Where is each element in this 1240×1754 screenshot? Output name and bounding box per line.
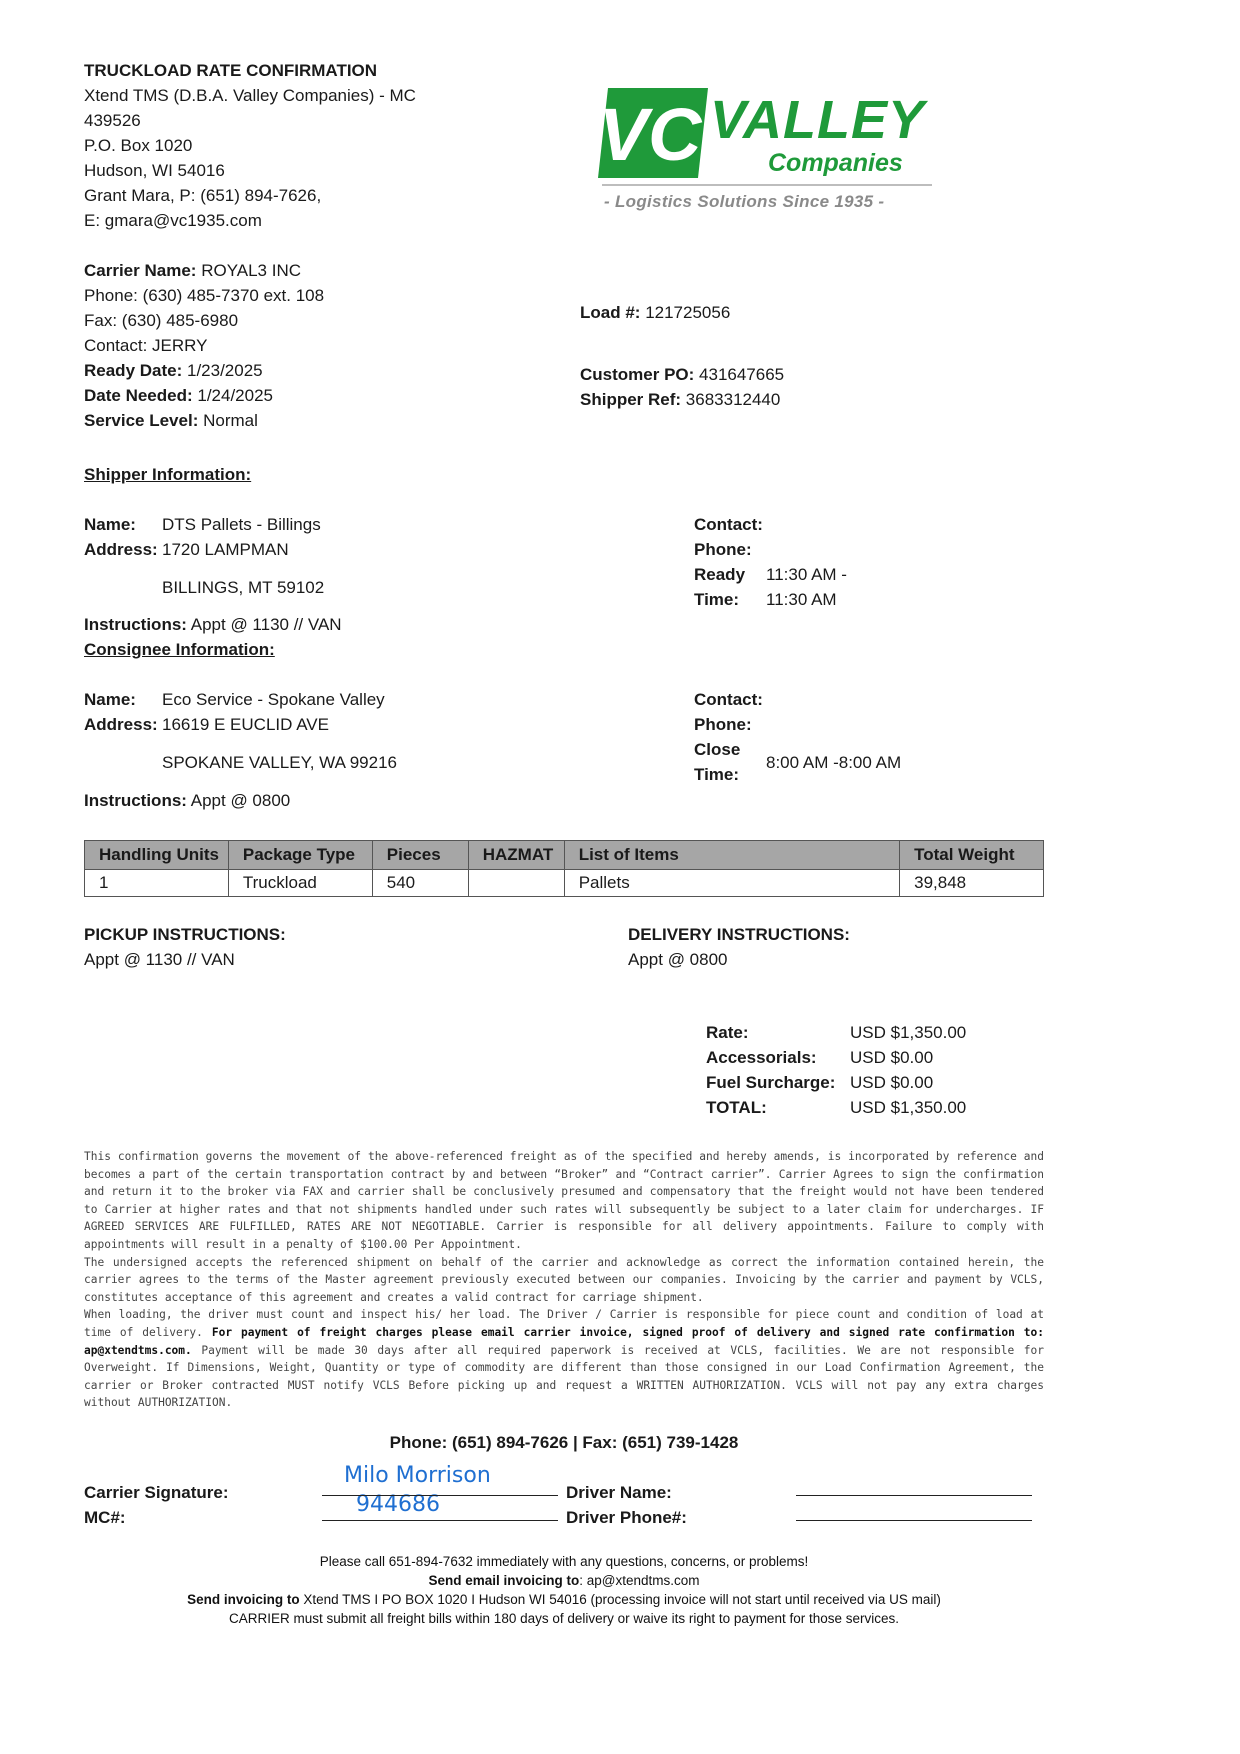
footer-line-2 [84, 1571, 1044, 1590]
cell-total-weight: 39,848 [900, 870, 1044, 897]
valley-companies-logo [598, 84, 938, 219]
fuel-surcharge-value: USD $0.00 [850, 1073, 934, 1092]
consignee-contact-label: Contact: [694, 690, 763, 709]
footer-line-1: Please call 651-894-7632 immediately with any questions, concerns, or problems! [319, 1554, 809, 1569]
footer-email: : ap@xtendtms.com [579, 1573, 700, 1588]
carrier-name: ROYAL3 INC [201, 261, 302, 280]
driver-phone-label: Driver Phone#: [566, 1508, 687, 1527]
shipper-contact-label: Contact: [694, 515, 763, 534]
col-hazmat: HAZMAT [468, 841, 564, 870]
rates-labels [706, 1020, 835, 1120]
terms-paragraph-3-a: When loading, the driver must count and inspect his/ her load. The Driver / Carrier is responsible for piece count and condition of load at time of delivery. [84, 1308, 1044, 1339]
ready-date-label: Ready Date: [84, 361, 183, 380]
rates-values [850, 1020, 966, 1120]
phone-fax-line: Phone: (651) 894-7626 | Fax: (651) 739-1428 [389, 1433, 739, 1452]
consignee-instructions-label: Instructions: [84, 791, 187, 810]
broker-contact-phone: Grant Mara, P: (651) 894-7626, [84, 186, 322, 205]
customer-po-label: Customer PO: [580, 365, 695, 384]
document-title: TRUCKLOAD RATE CONFIRMATION [84, 61, 378, 80]
carrier-signature-line [322, 1495, 558, 1496]
consignee-section-title: Consignee Information: [84, 640, 275, 659]
carrier-signature-label: Carrier Signature: [84, 1483, 229, 1502]
load-number: 121725056 [645, 303, 731, 322]
consignee-name: Eco Service - Spokane Valley [162, 690, 385, 709]
terms-paragraph-3 [84, 1306, 1044, 1412]
footer-line-3 [84, 1590, 1044, 1609]
ready-date: 1/23/2025 [187, 361, 263, 380]
accessorials-value: USD $0.00 [850, 1048, 934, 1067]
cell-pieces: 540 [372, 870, 468, 897]
shipper-ref: 3683312440 [685, 390, 781, 409]
delivery-instructions-text: Appt @ 0800 [628, 950, 728, 969]
logo-divider [602, 184, 932, 186]
carrier-fax: Fax: (630) 485-6980 [84, 311, 239, 330]
shipper-address2: BILLINGS, MT 59102 [162, 578, 325, 597]
broker-email: E: gmara@vc1935.com [84, 211, 262, 230]
customer-po: 431647665 [699, 365, 785, 384]
col-handling-units: Handling Units [85, 841, 229, 870]
terms-payment-notice: For payment of freight charges please email carrier invoice, signed proof of delivery and signed rate confirmation to: ap@xtendtms.com. [84, 1325, 1044, 1357]
vc-logo-mark [598, 88, 708, 178]
footer [84, 1552, 1044, 1628]
consignee-instructions: Appt @ 0800 [190, 791, 291, 810]
driver-name-line[interactable] [796, 1495, 1032, 1496]
driver-name-label: Driver Name: [566, 1483, 672, 1502]
shipper-time-label-2: Time: [694, 590, 740, 609]
shipper-time-label-1: Ready [694, 565, 746, 584]
items-table [84, 840, 1044, 897]
fuel-surcharge-label: Fuel Surcharge: [706, 1073, 836, 1092]
carrier-signature-value[interactable]: Milo Morrison [344, 1463, 491, 1488]
consignee-time-label-1: Close [694, 740, 741, 759]
pickup-instructions-title: PICKUP INSTRUCTIONS: [84, 925, 286, 944]
terms-paragraph-2: The undersigned accepts the referenced shipment on behalf of the carrier and acknowledge as correct the information contained herein, the carrier agrees to the terms of the Master agreement previously executed between our companies. Invoicing by the carrier and payment by VCLS, constitutes acceptance of this agreement and creates a valid contract for carriage shipment. [84, 1255, 1044, 1304]
items-table-header-row [85, 841, 1044, 870]
consignee-name-label: Name: [84, 690, 136, 709]
shipper-phone-label: Phone: [694, 540, 752, 559]
mc-number-line [322, 1520, 558, 1521]
consignee-phone-label: Phone: [694, 715, 752, 734]
consignee-instructions-row [84, 788, 290, 813]
service-level-label: Service Level: [84, 411, 199, 430]
broker-header [84, 58, 484, 233]
cell-hazmat [468, 870, 564, 897]
total-label: TOTAL: [706, 1098, 767, 1117]
cell-list-of-items: Pallets [564, 870, 899, 897]
logo-tagline: - Logistics Solutions Since 1935 - [604, 192, 885, 211]
mc-label: MC#: [84, 1508, 126, 1527]
carrier-phone: Phone: (630) 485-7370 ext. 108 [84, 286, 325, 305]
shipper-address1: 1720 LAMPMAN [162, 540, 289, 559]
load-refs [580, 362, 784, 412]
carrier-contact: Contact: JERRY [84, 336, 208, 355]
service-level: Normal [203, 411, 258, 430]
col-total-weight: Total Weight [900, 841, 1044, 870]
rate-label: Rate: [706, 1023, 749, 1042]
col-pieces: Pieces [372, 841, 468, 870]
accessorials-label: Accessorials: [706, 1048, 817, 1067]
consignee-close-time: 8:00 AM -8:00 AM [766, 753, 902, 772]
cell-package-type: Truckload [228, 870, 372, 897]
vc-letters: VC [598, 93, 702, 176]
shipper-instructions-row [84, 612, 342, 637]
date-needed-label: Date Needed: [84, 386, 193, 405]
logo-valley: VALLEY [710, 90, 926, 150]
consignee-address2: SPOKANE VALLEY, WA 99216 [162, 753, 397, 772]
footer-invoicing-label: Send invoicing to [187, 1592, 300, 1607]
date-needed: 1/24/2025 [197, 386, 274, 405]
carrier-name-label: Carrier Name: [84, 261, 197, 280]
terms-and-conditions [84, 1148, 1044, 1412]
shipper-ref-label: Shipper Ref: [580, 390, 682, 409]
shipper-address-label: Address: [84, 540, 158, 559]
load-number-row [580, 300, 730, 325]
shipper-instructions: Appt @ 1130 // VAN [190, 615, 342, 634]
consignee-address1: 16619 E EUCLID AVE [162, 715, 329, 734]
shipper-section-title: Shipper Information: [84, 465, 252, 484]
mc-number-value[interactable]: 944686 [356, 1492, 440, 1517]
rate-value: USD $1,350.00 [850, 1023, 967, 1042]
pickup-instructions-text: Appt @ 1130 // VAN [84, 950, 235, 969]
delivery-instructions-title: DELIVERY INSTRUCTIONS: [628, 925, 850, 944]
terms-paragraph-3-b: Payment will be made 30 days after all required paperwork is received at VCLS, facilities. We are not responsible for Overweight. If Dimensions, Weight, Quantity or type of commodity are different than those consigned in our Load Confirmation Agreement, the carrier or Broker contracted MUST notify VCLS Before picking up and request a WRITTEN AUTHORIZATION. VCLS will not pay any extra charges without AUTHORIZATION. [84, 1343, 1044, 1410]
broker-company-line1: Xtend TMS (D.B.A. Valley Companies) - MC [84, 86, 416, 105]
broker-po-box: P.O. Box 1020 [84, 136, 193, 155]
broker-city: Hudson, WI 54016 [84, 161, 225, 180]
carrier-block [84, 258, 504, 433]
shipper-name: DTS Pallets - Billings [162, 515, 321, 534]
col-package-type: Package Type [228, 841, 372, 870]
footer-email-label: Send email invoicing to [428, 1573, 580, 1588]
cell-handling-units: 1 [85, 870, 229, 897]
terms-paragraph-1: This confirmation governs the movement of the above-referenced freight as of the specified and hereby amends, is incorporated by reference and becomes a part of the certain transportation contract by and between “Broker” and “Contract carrier”. Carrier Agrees to sign the confirmation and return it to the broker via FAX and carrier shall be conclusively presumed and compensatory that the freight would not have been tendered to Carrier at higher rates and that not shipments handled under such rates will subsequently be subject to a later claim for undercharges. IF AGREED SERVICES ARE FULFILLED, RATES ARE NOT NEGOTIABLE. Carrier is responsible for all delivery appointments. Failure to comply with appointments will result in a penalty of $100.00 Per Appointment. [84, 1150, 1044, 1251]
consignee-time-label-2: Time: [694, 765, 740, 784]
footer-invoicing-address: Xtend TMS I PO BOX 1020 I Hudson WI 54016 (processing invoice will not start until received via US mail) [299, 1592, 941, 1607]
table-row [85, 870, 1044, 897]
broker-company-line2: 439526 [84, 111, 141, 130]
consignee-address-label: Address: [84, 715, 158, 734]
logo-companies: Companies [768, 149, 903, 177]
shipper-ready-time-start: 11:30 AM - [766, 565, 847, 584]
col-list-of-items: List of Items [564, 841, 899, 870]
shipper-ready-time-end: 11:30 AM [766, 590, 837, 609]
total-value: USD $1,350.00 [850, 1098, 967, 1117]
shipper-instructions-label: Instructions: [84, 615, 187, 634]
footer-line-4: CARRIER must submit all freight bills within 180 days of delivery or waive its right to payment for those services. [228, 1611, 899, 1626]
load-number-label: Load #: [580, 303, 641, 322]
delivery-instructions [628, 922, 850, 972]
driver-phone-line[interactable] [796, 1520, 1032, 1521]
pickup-instructions [84, 922, 286, 972]
shipper-name-label: Name: [84, 515, 136, 534]
